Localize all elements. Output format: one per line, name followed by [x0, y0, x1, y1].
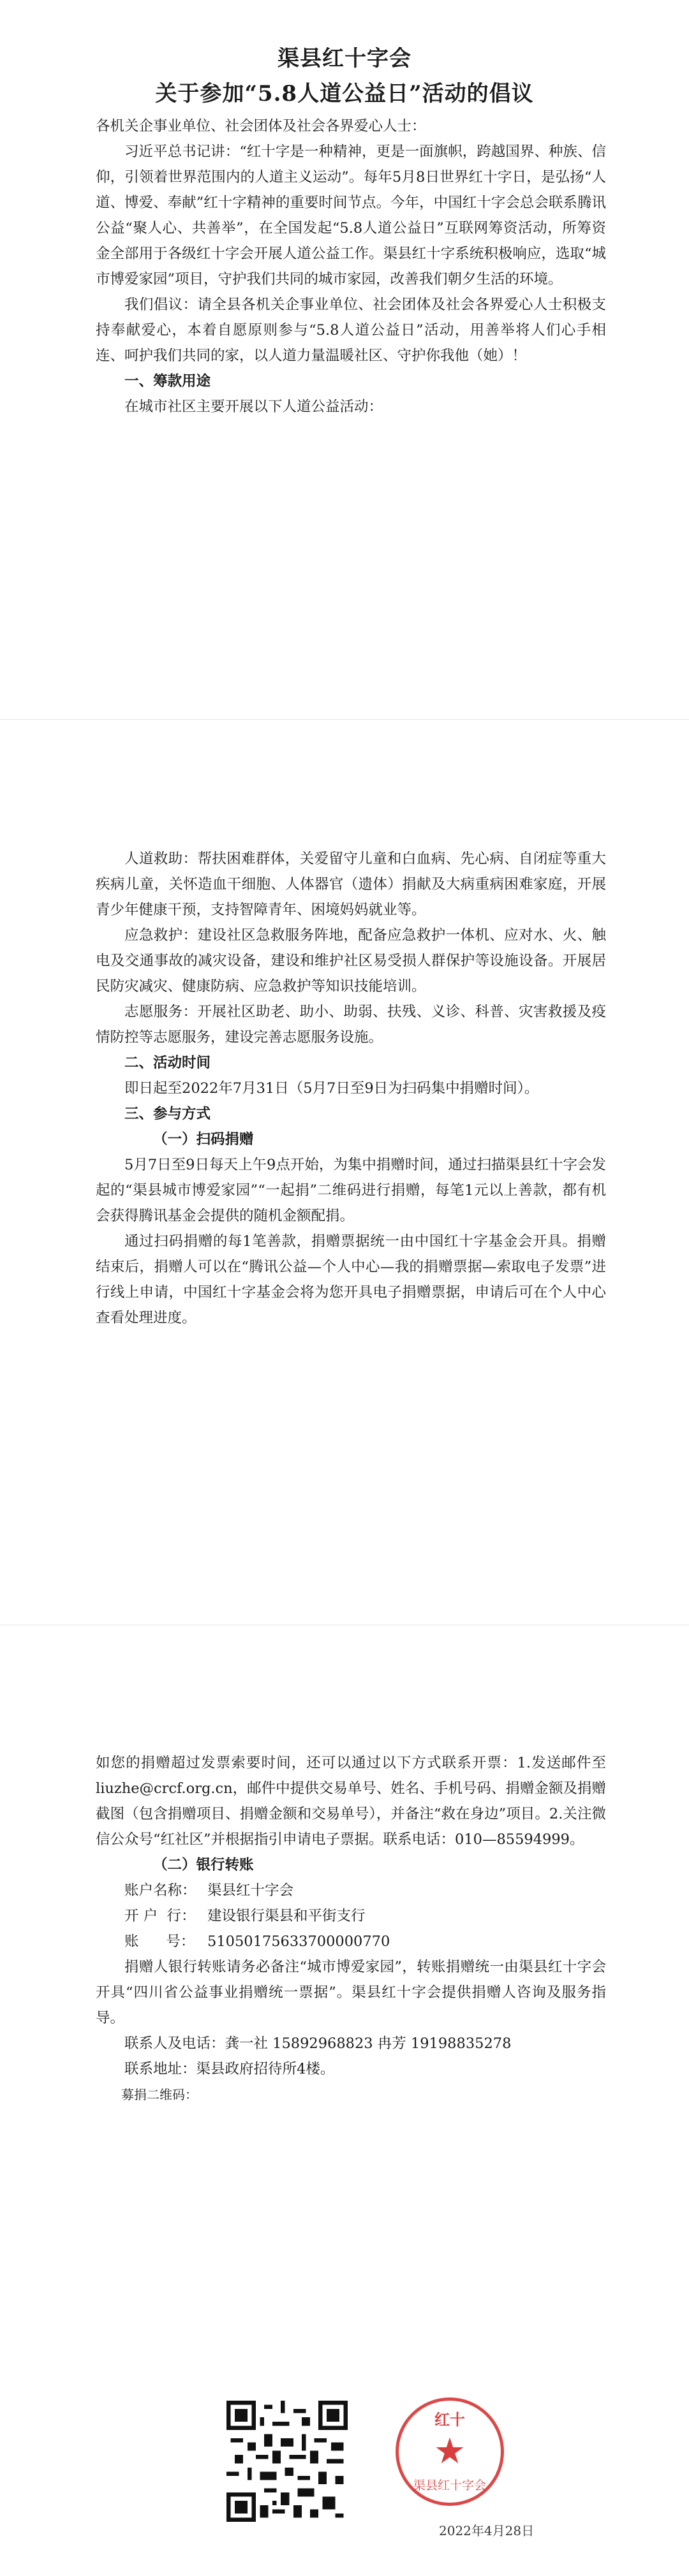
bank-account-name-value: 渠县红十字会	[207, 1882, 294, 1899]
qr-label: 募捐二维码：	[121, 2087, 198, 2102]
bank-account-number-label: 账 号：	[124, 1933, 195, 1950]
contact-line: 联系人及电话：龚一社 15892968823 冉芳 19198835278	[124, 2035, 512, 2052]
intro-paragraph-1: 习近平总书记讲：“红十字是一种精神，更是一面旗帜，跨越国界、种族、信仰，引领着世界范围内的人道主义运动”。每年5月8日世界红十字日，是弘扬“人道、博爱、奉献”红十字精神的重要时间节点。今年，中国红十字会总会联系腾讯公益“聚人心、共善举”，在全国发起“5.8人道公益日”互联网筹资活动，所筹资金全部用于各级红十字会开展人道公益工作。渠县红十字系统积极响应，选取“城市博爱家园”项目，守护我们共同的城市家园，改善我们朝夕生活的环境。	[96, 143, 606, 288]
bank-account-name-label: 账户名称：	[124, 1882, 196, 1899]
intro-paragraph-2: 我们倡议：请全县各机关企事业单位、社会团体及社会各界爱心人士积极支持奉献爱心，本着自愿原则参与“5.8人道公益日”活动，用善举将人们心手相连、呵护我们共同的家，以人道力量温暖社区、守护你我他（她）！	[96, 296, 606, 364]
section3-sub1: （一）扫码捐赠	[153, 1131, 254, 1148]
donation-qr-code[interactable]	[226, 2401, 348, 2522]
bank-note-paragraph: 捐赠人银行转账请务必备注“城市博爱家园”，转账捐赠统一由渠县红十字会开具“四川省公益事业捐赠统一票据”。渠县红十字会提供捐赠人咨询及服务指导。	[96, 1959, 606, 2026]
bank-account-name-row	[96, 1878, 606, 1903]
invoice-paragraph: 如您的捐赠超过发票索要时间，还可以通过以下方式联系开票：1.发送邮件至liuzhe@crcf.org.cn，邮件中提供交易单号、姓名、手机号码、捐赠金额及捐赠截图（包含捐赠项目、捐赠金额和交易单号），并备注“救在身边”项目。2.关注微信公众号“红社区”并根据指引申请电子票据。联系电话：010—85594999。	[96, 1755, 606, 1848]
seal-org-text: 渠县红十字会	[413, 2478, 486, 2492]
intro-block	[96, 113, 606, 420]
section2-text: 即日起至2022年7月31日（5月7日至9日为扫码集中捐赠时间）。	[124, 1080, 539, 1097]
salutation: 各机关企事业单位、社会团体及社会各界爱心人士：	[96, 118, 426, 135]
activities-block	[96, 846, 606, 1331]
bank-account-number-row	[96, 1929, 606, 1954]
seal-top-text: 红十	[434, 2411, 465, 2429]
activity-rescue: 人道救助：帮扶困难群体，关爱留守儿童和白血病、先心病、自闭症等重大疾病儿童，关怀造血干细胞、人体器官（遗体）捐献及大病重病困难家庭，开展青少年健康干预，支持智障青年、困境妈妈就业等。	[96, 851, 606, 918]
bank-branch-row	[96, 1903, 606, 1929]
activity-emergency: 应急救护：建设社区急救服务阵地，配备应急救护一体机、应对水、火、触电及交通事故的减灾设备，建设和维护社区易受损人群保护等设施设备。开展居民防灾减灾、健康防病、应急救护等知识技能培训。	[96, 927, 606, 995]
section3-sub2: （二）银行转账	[153, 1857, 254, 1873]
bank-account-number-value: 51050175633700000770	[207, 1933, 390, 1950]
org-title: 渠县红十字会	[278, 46, 411, 71]
issue-date: 2022年4月28日	[439, 2523, 535, 2538]
bank-branch-label: 开 户 行：	[124, 1908, 196, 1924]
address-line: 联系地址：渠县政府招待所4楼。	[124, 2061, 335, 2077]
section3-heading: 三、参与方式	[124, 1106, 211, 1122]
document-header	[0, 0, 689, 107]
scan-donation-paragraph-1: 5月7日至9日每天上午9点开始，为集中捐赠时间，通过扫描渠县红十字会发起的“渠县城市博爱家园”“一起捐”二维码进行捐赠，每笔1元以上善款，都有机会获得腾讯基金会提供的随机金额配捐。	[96, 1157, 606, 1224]
section1-lead: 在城市社区主要开展以下人道公益活动：	[124, 399, 383, 415]
section1-heading: 一、筹款用途	[124, 373, 211, 390]
activity-volunteer: 志愿服务：开展社区助老、助小、助弱、扶残、义诊、科普、灾害救援及疫情防控等志愿服务，建设完善志愿服务设施。	[96, 1004, 606, 1046]
scan-donation-paragraph-2: 通过扫码捐赠的每1笔善款，捐赠票据统一由中国红十字基金会开具。捐赠结束后，捐赠人可以在“腾讯公益—个人中心—我的捐赠票据—索取电子发票”进行线上申请，中国红十字基金会将为您开具电子捐赠票据，申请后可在个人中心查看处理进度。	[96, 1233, 606, 1326]
red-seal-stamp	[396, 2397, 504, 2506]
seal-star-icon: ★	[433, 2431, 466, 2472]
doc-title: 关于参加“5.8人道公益日”活动的倡议	[155, 81, 534, 106]
bank-branch-value: 建设银行渠县和平街支行	[207, 1908, 366, 1924]
section2-heading: 二、活动时间	[124, 1055, 211, 1071]
invoice-bank-block	[96, 1750, 606, 2107]
page-divider	[0, 719, 689, 720]
